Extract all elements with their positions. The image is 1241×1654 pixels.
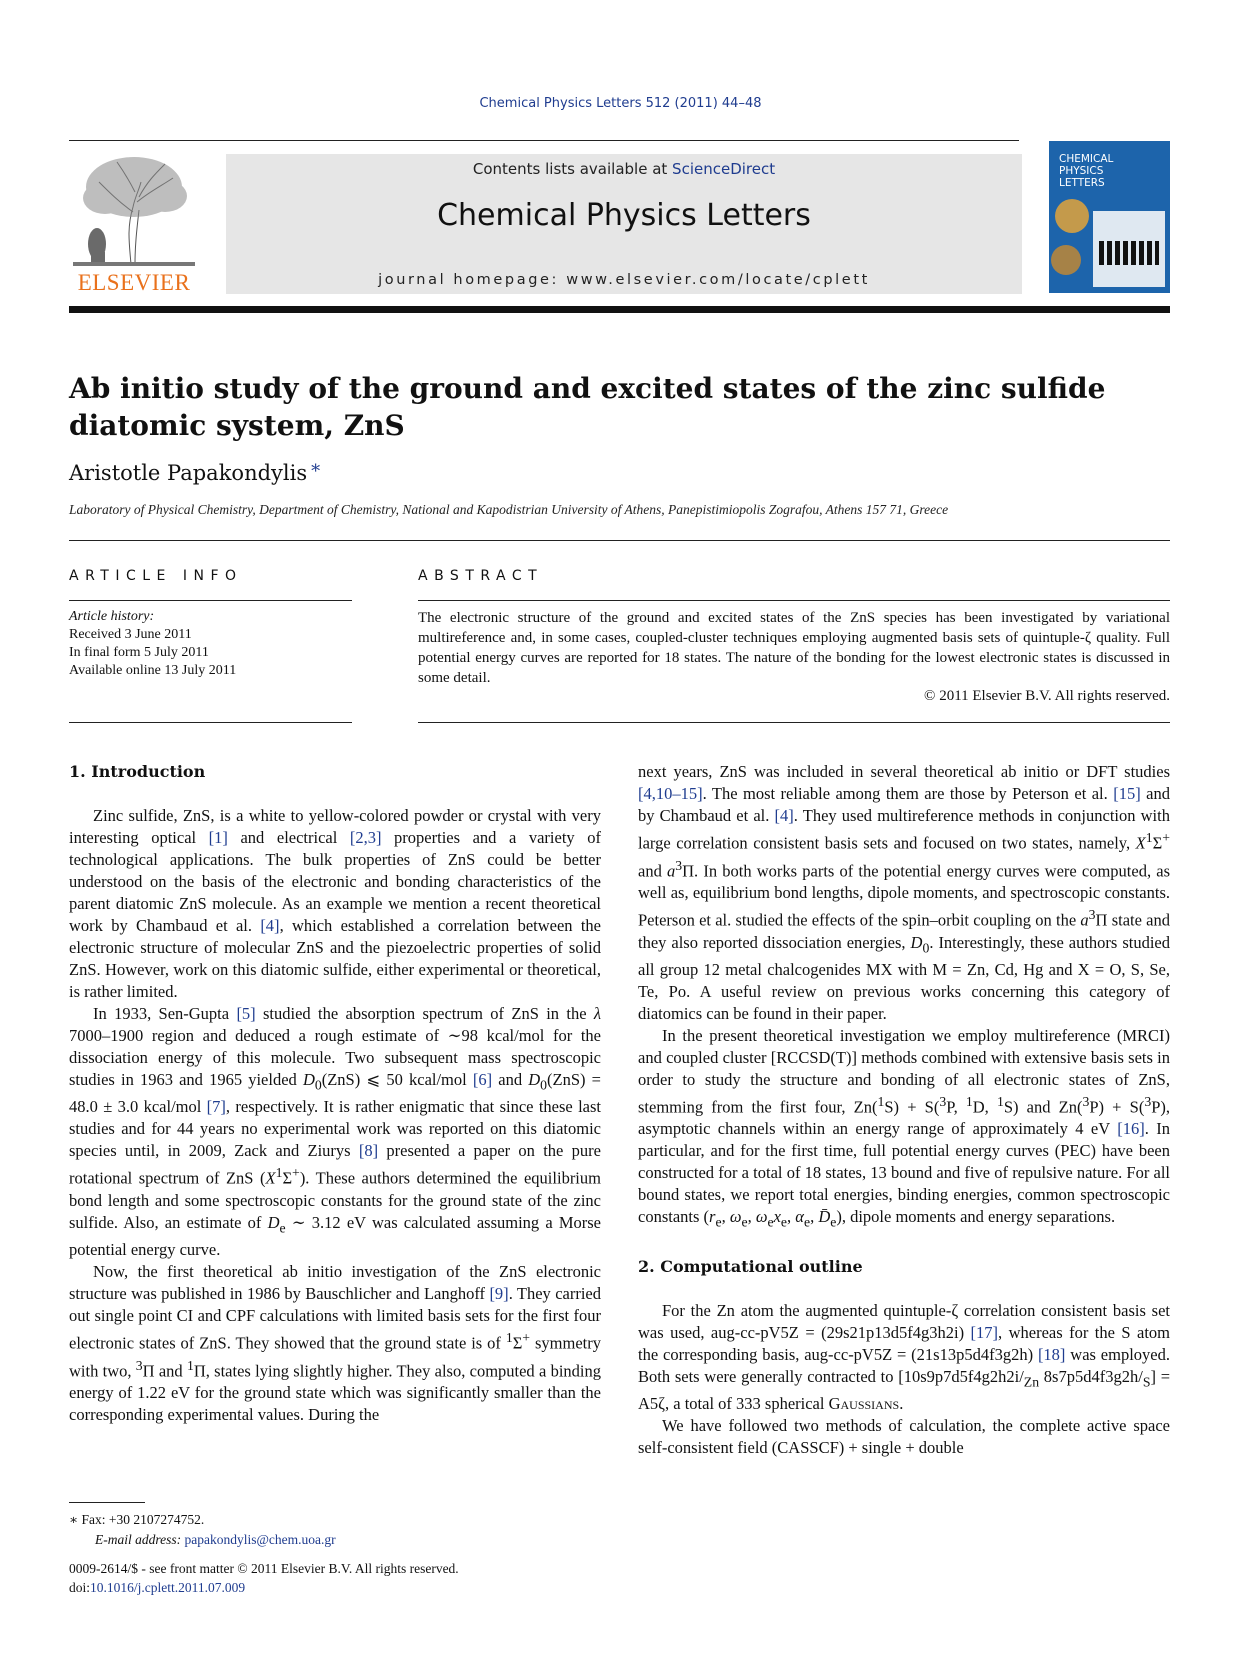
history-online: Available online 13 July 2011 <box>69 663 237 678</box>
paragraph: We have followed two methods of calculation, the complete active space self-consistent field (CASSCF) + single + double <box>638 1415 1170 1457</box>
paragraph: next years, ZnS was included in several theoretical ab initio or DFT studies [4,10–15]. The most reliable among them are those by Peterson et al. [15] and by Chambaud et al. [4]. They used multireference methods in conjunction with large correlation consistent basis sets and focused on two states, namely, $X^1\Sigma^+$ and $a^3\Pi$. In both works parts of the potential energy curves were computed, as well as, equilibrium bond lengths, dipole moments, and spectroscopic constants. Peterson et al. studied the effects of the spin–orbit coupling on the $a^3\Pi$ state and they also reported dissociation energies, $D_0$. Interestingly, these authors studied all group 12 metal chalcogenides MX with M = Zn, Cd, Hg and X = O, S, Se, Te, Po. A useful review on previous works concerning this category of diatomics can be found in their paper. <box>638 762 1170 1023</box>
paragraph: In 1933, Sen-Gupta [5] studied the absorption spectrum of ZnS in the λ 7000–1900 region and deduced a rough estimate of ∼98 kcal/mol for the dissociation energy of this molecule. Two subsequent mass spectroscopic studies in 1963 and 1965 yielded $D_0(ZnS)$ ⩽ 50 kcal/mol [6] and $D_0(ZnS) = 48.0 \pm 3.0$ kcal/mol [7], respectively. It is rather enigmatic that since these last studies and for 44 years no experimental work was reported on this diatomic species until, in 2009, Zack and Ziurys [8] presented a paper on the pure rotational spectrum of ZnS $(X^1\Sigma^+)$. These authors determined the equilibrium bond length and some spectroscopic constants for the ground state of the zinc sulfide. Also, an estimate of $D_e$ ∼ 3.12 eV was calculated assuming a Morse potential energy curve. <box>69 1004 601 1260</box>
cover-title <box>1059 153 1165 189</box>
journal-homepage[interactable]: journal homepage: www.elsevier.com/locate/cplett <box>378 272 870 288</box>
email-label: E-mail address: <box>95 1532 185 1547</box>
publisher-logo-text: ELSEVIER <box>77 270 191 295</box>
left-column <box>69 761 601 1426</box>
affiliation: Laboratory of Physical Chemistry, Department of Chemistry, National and Kapodistrian University of Athens, Panepistimiopolis Zografou, Athens 157 71, Greece <box>69 502 949 517</box>
elsevier-tree-icon <box>69 152 199 270</box>
title-line: diatomic system, ZnS <box>69 409 405 442</box>
article-info-heading: ARTICLE INFO <box>69 568 243 584</box>
cover-title-line: CHEMICAL <box>1059 153 1114 165</box>
author-footnote-mark[interactable]: * <box>311 461 321 482</box>
cover-barcode-icon <box>1097 239 1161 267</box>
article-title <box>69 370 1119 444</box>
footnote-rule <box>69 1502 145 1503</box>
front-matter <box>69 1559 629 1597</box>
paragraph: In the present theoretical investigation we employ multireference (MRCI) and coupled cluster [RCCSD(T)] methods combined with extensive basis sets in order to study the structure and bonding of all electronic states of ZnS, stemming from the first four, Zn($^1$S) + S($^3$P, $^1$D, $^1$S) and Zn($^3$P) + S($^3$P), asymptotic channels within an energy range of approximately 4 eV [16]. In particular, and for the first time, full potential energy curves (PEC) have been constructed for a total of 18 states, 13 bound and five of repulsive nature. For all bound states, we report total energies, binding energies, common spectroscopic constants ($r_e$, $\omega_e$, $\omega_ex_e$, $\alpha_e$, $D̄_e$), dipole moments and energy separations. <box>638 1025 1170 1230</box>
footnote-fax: ∗ Fax: +30 2107274752. <box>69 1512 205 1527</box>
sciencedirect-link[interactable]: ScienceDirect <box>672 160 776 178</box>
abstract-bottom-rule <box>418 722 1170 723</box>
article-info-rule <box>69 600 352 601</box>
history-final-form: In final form 5 July 2011 <box>69 645 209 660</box>
doi-link[interactable]: 10.1016/j.cplett.2011.07.009 <box>90 1580 246 1595</box>
history-received: Received 3 June 2011 <box>69 627 192 642</box>
journal-name: Chemical Physics Letters <box>437 198 811 233</box>
cover-decoration <box>1055 199 1089 233</box>
section-heading-introduction: 1. Introduction <box>69 762 206 781</box>
abstract-heading: ABSTRACT <box>418 568 544 584</box>
section-heading-computational: 2. Computational outline <box>638 1256 863 1276</box>
header-thick-rule <box>69 306 1170 313</box>
header-rule <box>69 140 1019 141</box>
elsevier-logo[interactable] <box>69 152 199 297</box>
history-label: Article history: <box>69 609 155 624</box>
article-history <box>69 608 349 680</box>
journal-banner <box>226 154 1022 294</box>
journal-reference[interactable]: Chemical Physics Letters 512 (2011) 44–48 <box>479 96 762 111</box>
contents-line <box>226 160 1022 178</box>
affiliation-rule <box>69 540 1170 541</box>
title-line: Ab initio study of the ground and excited states of the zinc sulfide <box>69 372 1106 405</box>
footnote-email <box>69 1530 589 1550</box>
paragraph: Now, the first theoretical ab initio investigation of the ZnS electronic structure was published in 1986 by Bauschlicher and Langhoff [9]. They carried out single point CI and CPF calculations with limited basis sets for the first four electronic states of ZnS. They showed that the ground state is of $^1$Σ+ symmetry with two, $^3$Π and $^1$Π, states lying slightly higher. They also, computed a binding energy of 1.22 eV for the ground state which was significantly smaller than the corresponding experimental values. During the <box>69 1262 601 1425</box>
article-info-bottom-rule <box>69 722 352 723</box>
right-column <box>638 761 1170 1459</box>
abstract-text: The electronic structure of the ground and excited states of the ZnS species has been investigated by variational multireference and, in some cases, coupled-cluster techniques employing augmented basis sets of quintuple-ζ quality. Full potential energy curves are reported for 18 states. The nature of the bonding for the lowest electronic states is discussed in some detail. <box>418 610 1170 686</box>
paragraph: Zinc sulfide, ZnS, is a white to yellow-colored powder or crystal with very interesting optical [1] and electrical [2,3] properties and a variety of technological applications. The bulk properties of ZnS could be better understood on the basis of the electronic and bonding characteristics of the parent diatomic ZnS molecule. As an example we mention a recent theoretical work by Chambaud et al. [4], which established a correlation between the electronic structure of molecular ZnS and the piezoelectric properties of solid ZnS. However, work on this diatomic sulfide, either experimental or theoretical, is rather limited. <box>69 806 601 1001</box>
doi-label: doi: <box>69 1580 91 1595</box>
issn-line: 0009-2614/$ - see front matter © 2011 Elsevier B.V. All rights reserved. <box>69 1561 459 1576</box>
abstract-copyright: © 2011 Elsevier B.V. All rights reserved. <box>924 688 1170 704</box>
email-link[interactable]: papakondylis@chem.uoa.gr <box>184 1532 336 1547</box>
cover-title-line: PHYSICS <box>1059 165 1104 177</box>
contents-prefix: Contents lists available at <box>472 160 673 178</box>
cover-title-line: LETTERS <box>1059 177 1105 189</box>
paragraph: For the Zn atom the augmented quintuple-ζ correlation consistent basis set was used, aug-cc-pV5Z = (29s21p13d5f4g3h2i) [17], whereas for the S atom the corresponding basis, aug-cc-pV5Z = (21s13p5d4f3g2h) [18] was employed. Both sets were generally contracted to [$10s9p7d5f4g2h2i/_{Zn}$ $8s7p5d4f3g2h/_S] = A5\zeta$, a total of 333 spherical Gaussians. <box>638 1300 1170 1413</box>
author-name: Aristotle Papakondylis <box>69 461 308 485</box>
abstract-rule <box>418 600 1170 601</box>
journal-cover[interactable] <box>1049 141 1170 293</box>
cover-decoration <box>1051 245 1081 275</box>
author-line <box>69 461 320 485</box>
doi-line <box>69 1578 629 1597</box>
